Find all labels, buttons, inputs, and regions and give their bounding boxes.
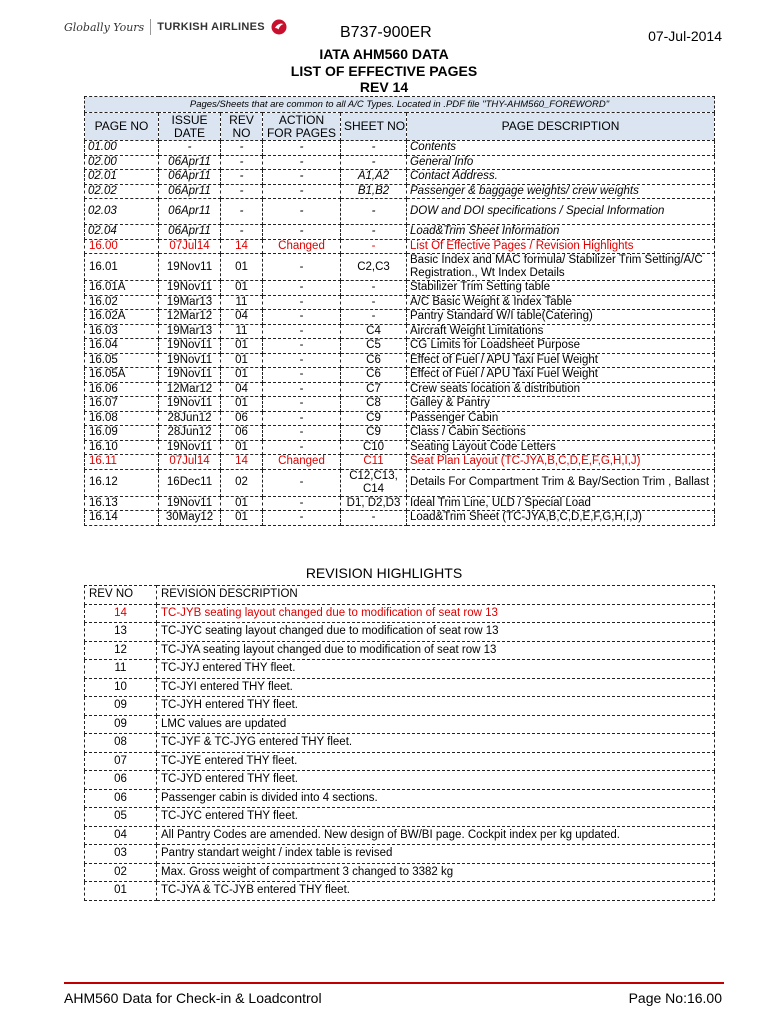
column-header: PAGE DESCRIPTION bbox=[407, 113, 715, 141]
action-cell: - bbox=[263, 411, 341, 426]
footer-title: AHM560 Data for Check-in & Loadcontrol bbox=[64, 990, 322, 1006]
sheet-no-cell: C5 bbox=[341, 339, 407, 354]
table-row bbox=[85, 863, 715, 882]
column-header: ISSUE DATE bbox=[159, 113, 221, 141]
table-row bbox=[85, 184, 715, 199]
rev-no-cell: 06 bbox=[221, 411, 263, 426]
table-row bbox=[85, 678, 715, 697]
issue-date-cell: 06Apr11 bbox=[159, 184, 221, 199]
revision-description-cell: Pantry standart weight / index table is revised bbox=[157, 845, 715, 864]
sheet-no-cell: C2,C3 bbox=[341, 254, 407, 281]
action-cell: - bbox=[263, 353, 341, 368]
action-cell: - bbox=[263, 511, 341, 526]
issue-date-cell: 12Mar12 bbox=[159, 382, 221, 397]
table-row bbox=[85, 239, 715, 254]
page-no-cell: 16.07 bbox=[85, 397, 159, 412]
turkish-airlines-logo bbox=[64, 16, 314, 38]
rev-no-cell: 14 bbox=[221, 455, 263, 470]
description-cell: Effect of Fuel / APU Taxi Fuel Weight bbox=[407, 368, 715, 383]
table-row bbox=[85, 141, 715, 156]
description-cell: Effect of Fuel / APU Taxi Fuel Weight bbox=[407, 353, 715, 368]
rev-no-cell: 08 bbox=[85, 734, 157, 753]
action-cell: - bbox=[263, 324, 341, 339]
issue-date-cell: 19Mar13 bbox=[159, 324, 221, 339]
page-no-cell: 01.00 bbox=[85, 141, 159, 156]
action-cell: - bbox=[263, 368, 341, 383]
rev-no-cell: 06 bbox=[221, 426, 263, 441]
sheet-no-cell: - bbox=[341, 141, 407, 156]
sheet-no-cell: - bbox=[341, 155, 407, 170]
revision-description-cell: TC-JYD entered THY fleet. bbox=[157, 771, 715, 790]
rev-no-cell: 01 bbox=[221, 368, 263, 383]
rev-no-cell: - bbox=[221, 199, 263, 225]
description-cell: Passenger & baggage weights/ crew weights bbox=[407, 184, 715, 199]
description-cell: Ideal Trim Line, ULD / Special Load bbox=[407, 496, 715, 511]
rev-no-cell: 12 bbox=[85, 641, 157, 660]
rev-no-cell: 01 bbox=[85, 882, 157, 901]
table-row bbox=[85, 604, 715, 623]
column-header: SHEET NO bbox=[341, 113, 407, 141]
description-cell: DOW and DOI specifications / Special Information bbox=[407, 199, 715, 225]
sheet-no-cell: C12,C13, C14 bbox=[341, 469, 407, 496]
table-row bbox=[85, 826, 715, 845]
sheet-no-cell: C8 bbox=[341, 397, 407, 412]
rev-no-cell: 07 bbox=[85, 752, 157, 771]
table-row bbox=[85, 368, 715, 383]
description-cell: Details For Compartment Trim & Bay/Section Trim , Ballast bbox=[407, 469, 715, 496]
sheet-no-cell: - bbox=[341, 310, 407, 325]
table-row bbox=[85, 324, 715, 339]
foreword-note: Pages/Sheets that are common to all A/C Types. Located in .PDF file "THY-AHM560_FOREWORD" bbox=[85, 97, 715, 113]
issue-date-cell: 19Nov11 bbox=[159, 353, 221, 368]
revision-description-cell: Passenger cabin is divided into 4 sections. bbox=[157, 789, 715, 808]
page-no-cell: 16.02 bbox=[85, 295, 159, 310]
page-no-cell: 16.10 bbox=[85, 440, 159, 455]
revision-description-cell: TC-JYH entered THY fleet. bbox=[157, 697, 715, 716]
action-cell: - bbox=[263, 382, 341, 397]
action-cell: - bbox=[263, 469, 341, 496]
rev-no-cell: 06 bbox=[85, 771, 157, 790]
issue-date-cell: 30May12 bbox=[159, 511, 221, 526]
sheet-no-cell: - bbox=[341, 199, 407, 225]
page-no-cell: 16.09 bbox=[85, 426, 159, 441]
page-no-cell: 16.05 bbox=[85, 353, 159, 368]
rev-no-cell: 01 bbox=[221, 397, 263, 412]
revision-description-cell: TC-JYE entered THY fleet. bbox=[157, 752, 715, 771]
issue-date-cell: 19Mar13 bbox=[159, 295, 221, 310]
rev-no-cell: 13 bbox=[85, 623, 157, 642]
rev-no-cell: 01 bbox=[221, 511, 263, 526]
issue-date-cell: 19Nov11 bbox=[159, 496, 221, 511]
sheet-no-cell: A1,A2 bbox=[341, 170, 407, 185]
revision-description-cell: TC-JYB seating layout changed due to modification of seat row 13 bbox=[157, 604, 715, 623]
rev-no-cell: 06 bbox=[85, 789, 157, 808]
rev-no-cell: 01 bbox=[221, 281, 263, 296]
description-cell: Load&Trim Sheet (TC-JYA,B,C,D,E,F,G,H,I,J) bbox=[407, 511, 715, 526]
sheet-no-cell: C7 bbox=[341, 382, 407, 397]
rev-no-cell: - bbox=[221, 225, 263, 240]
action-cell: - bbox=[263, 339, 341, 354]
page-no-cell: 02.04 bbox=[85, 225, 159, 240]
page-no-cell: 02.00 bbox=[85, 155, 159, 170]
rev-no-cell: 03 bbox=[85, 845, 157, 864]
rev-no-cell: 11 bbox=[85, 660, 157, 679]
rev-no-cell: 09 bbox=[85, 697, 157, 716]
sheet-no-cell: - bbox=[341, 511, 407, 526]
issue-date-cell: 16Dec11 bbox=[159, 469, 221, 496]
column-header: ACTION FOR PAGES bbox=[263, 113, 341, 141]
table-row bbox=[85, 339, 715, 354]
table-row bbox=[85, 455, 715, 470]
sheet-no-cell: - bbox=[341, 295, 407, 310]
issue-date-cell: - bbox=[159, 141, 221, 156]
description-cell: Passenger Cabin bbox=[407, 411, 715, 426]
revision-description-cell: All Pantry Codes are amended. New design of BW/BI page. Cockpit index per kg updated. bbox=[157, 826, 715, 845]
sheet-no-cell: C11 bbox=[341, 455, 407, 470]
description-cell: Seating Layout Code Letters bbox=[407, 440, 715, 455]
table-row bbox=[85, 789, 715, 808]
revision-highlights-title: REVISION HIGHLIGHTS bbox=[305, 565, 463, 581]
revision-description-cell: TC-JYA & TC-JYB entered THY fleet. bbox=[157, 882, 715, 901]
table-row bbox=[85, 281, 715, 296]
issue-date-cell: 19Nov11 bbox=[159, 440, 221, 455]
revision-description-cell: TC-JYA seating layout changed due to modification of seat row 13 bbox=[157, 641, 715, 660]
rev-no-cell: - bbox=[221, 155, 263, 170]
table-header-row bbox=[85, 113, 715, 141]
page-no-cell: 16.11 bbox=[85, 455, 159, 470]
action-cell: Changed bbox=[263, 455, 341, 470]
issue-date-cell: 19Nov11 bbox=[159, 339, 221, 354]
logo-divider bbox=[150, 19, 151, 35]
sheet-no-cell: C9 bbox=[341, 426, 407, 441]
issue-date-cell: 28Jun12 bbox=[159, 411, 221, 426]
rev-no-cell: 01 bbox=[221, 339, 263, 354]
action-cell: - bbox=[263, 141, 341, 156]
rev-no-cell: 02 bbox=[221, 469, 263, 496]
description-cell: Seat Plan Layout (TC-JYA,B,C,D,E,F,G,H,I,J) bbox=[407, 455, 715, 470]
sheet-no-cell: - bbox=[341, 225, 407, 240]
action-cell: - bbox=[263, 199, 341, 225]
rev-no-cell: 01 bbox=[221, 254, 263, 281]
page-no-cell: 16.13 bbox=[85, 496, 159, 511]
issue-date-cell: 19Nov11 bbox=[159, 368, 221, 383]
rev-no-cell: 10 bbox=[85, 678, 157, 697]
airline-emblem-icon bbox=[271, 19, 287, 35]
description-cell: Pantry Standard W/I table(Catering) bbox=[407, 310, 715, 325]
table-row bbox=[85, 426, 715, 441]
issue-date-cell: 12Mar12 bbox=[159, 310, 221, 325]
table-row bbox=[85, 882, 715, 901]
revision-description-cell: TC-JYF & TC-JYG entered THY fleet. bbox=[157, 734, 715, 753]
table-row bbox=[85, 440, 715, 455]
table-row bbox=[85, 808, 715, 827]
page-no-cell: 02.03 bbox=[85, 199, 159, 225]
sheet-no-cell: C4 bbox=[341, 324, 407, 339]
action-cell: - bbox=[263, 440, 341, 455]
rev-no-cell: 01 bbox=[221, 440, 263, 455]
table-row bbox=[85, 641, 715, 660]
action-cell: - bbox=[263, 281, 341, 296]
table-row bbox=[85, 734, 715, 753]
revision-description-cell: TC-JYI entered THY fleet. bbox=[157, 678, 715, 697]
page-no-cell: 02.01 bbox=[85, 170, 159, 185]
revision-description-cell: Max. Gross weight of compartment 3 changed to 3382 kg bbox=[157, 863, 715, 882]
table-header-row bbox=[85, 586, 715, 605]
description-cell: CG Limits for Loadsheet Purpose bbox=[407, 339, 715, 354]
footer-rule bbox=[64, 982, 724, 984]
table-row bbox=[85, 353, 715, 368]
table-row bbox=[85, 771, 715, 790]
table-row bbox=[85, 225, 715, 240]
action-cell: - bbox=[263, 170, 341, 185]
action-cell: - bbox=[263, 155, 341, 170]
table-row bbox=[85, 511, 715, 526]
page-no-cell: 16.02A bbox=[85, 310, 159, 325]
table-row bbox=[85, 697, 715, 716]
issue-date-cell: 06Apr11 bbox=[159, 170, 221, 185]
issue-date-cell: 19Nov11 bbox=[159, 254, 221, 281]
description-cell: Stabilizer Trim Setting table bbox=[407, 281, 715, 296]
revision-highlights-table bbox=[84, 585, 715, 901]
issue-date-cell: 28Jun12 bbox=[159, 426, 221, 441]
table-row bbox=[85, 170, 715, 185]
rev-no-cell: 01 bbox=[221, 353, 263, 368]
action-cell: - bbox=[263, 397, 341, 412]
rev-no-cell: 04 bbox=[221, 382, 263, 397]
table-row bbox=[85, 496, 715, 511]
page-no-cell: 16.04 bbox=[85, 339, 159, 354]
description-cell: A/C Basic Weight & Index Table bbox=[407, 295, 715, 310]
description-cell: Basic Index and MAC formula/ Stabilizer Trim Setting/A/C Registration., Wt Index Details bbox=[407, 254, 715, 281]
rev-no-cell: - bbox=[221, 141, 263, 156]
sheet-no-cell: C6 bbox=[341, 368, 407, 383]
sheet-no-cell: B1,B2 bbox=[341, 184, 407, 199]
effective-pages-table bbox=[84, 96, 715, 526]
sheet-no-cell: C9 bbox=[341, 411, 407, 426]
table-row bbox=[85, 199, 715, 225]
rev-no-cell: 11 bbox=[221, 324, 263, 339]
rev-no-cell: 14 bbox=[85, 604, 157, 623]
column-header: REV NO bbox=[221, 113, 263, 141]
rev-no-cell: 11 bbox=[221, 295, 263, 310]
rev-no-cell: 04 bbox=[221, 310, 263, 325]
page-no-cell: 16.12 bbox=[85, 469, 159, 496]
issue-date-cell: 07Jul14 bbox=[159, 239, 221, 254]
revision-description-cell: LMC values are updated bbox=[157, 715, 715, 734]
rev-no-cell: - bbox=[221, 170, 263, 185]
logo-brand-name: TURKISH AIRLINES bbox=[157, 21, 265, 33]
column-header: PAGE NO bbox=[85, 113, 159, 141]
action-cell: - bbox=[263, 225, 341, 240]
action-cell: - bbox=[263, 295, 341, 310]
page-no-cell: 16.01A bbox=[85, 281, 159, 296]
rev-no-cell: - bbox=[221, 184, 263, 199]
action-cell: - bbox=[263, 310, 341, 325]
description-cell: Contents bbox=[407, 141, 715, 156]
issue-date-cell: 06Apr11 bbox=[159, 199, 221, 225]
description-cell: Load&Trim Sheet Information bbox=[407, 225, 715, 240]
description-cell: List Of Effective Pages / Revision Highlights bbox=[407, 239, 715, 254]
page-no-cell: 16.05A bbox=[85, 368, 159, 383]
description-cell: General Info bbox=[407, 155, 715, 170]
page-no-cell: 16.06 bbox=[85, 382, 159, 397]
table-row bbox=[85, 469, 715, 496]
action-cell: - bbox=[263, 254, 341, 281]
sheet-no-cell: D1, D2,D3 bbox=[341, 496, 407, 511]
table-row bbox=[85, 715, 715, 734]
revision-description-cell: TC-JYC seating layout changed due to modification of seat row 13 bbox=[157, 623, 715, 642]
revision-description-cell: TC-JYC entered THY fleet. bbox=[157, 808, 715, 827]
table-row bbox=[85, 382, 715, 397]
description-cell: Galley & Pantry bbox=[407, 397, 715, 412]
table-row bbox=[85, 845, 715, 864]
page-no-cell: 16.01 bbox=[85, 254, 159, 281]
rev-no-cell: 04 bbox=[85, 826, 157, 845]
table-row bbox=[85, 310, 715, 325]
table-row bbox=[85, 660, 715, 679]
description-cell: Contact Address. bbox=[407, 170, 715, 185]
logo-tagline: Globally Yours bbox=[64, 20, 145, 34]
rev-no-cell: 02 bbox=[85, 863, 157, 882]
table-row bbox=[85, 623, 715, 642]
document-date: 07-Jul-2014 bbox=[648, 28, 722, 44]
page-no-cell: 16.14 bbox=[85, 511, 159, 526]
issue-date-cell: 06Apr11 bbox=[159, 155, 221, 170]
page-no-cell: 02.02 bbox=[85, 184, 159, 199]
action-cell: - bbox=[263, 496, 341, 511]
page-no-cell: 16.00 bbox=[85, 239, 159, 254]
footer-page-number: Page No:16.00 bbox=[628, 990, 722, 1006]
sheet-no-cell: - bbox=[341, 239, 407, 254]
document-revision: REV 14 bbox=[359, 79, 409, 95]
description-cell: Aircraft Weight Limitations bbox=[407, 324, 715, 339]
sheet-no-cell: C10 bbox=[341, 440, 407, 455]
document-title-line-1: IATA AHM560 DATA bbox=[319, 46, 449, 62]
issue-date-cell: 07Jul14 bbox=[159, 455, 221, 470]
action-cell: Changed bbox=[263, 239, 341, 254]
action-cell: - bbox=[263, 426, 341, 441]
description-cell: Class / Cabin Sections bbox=[407, 426, 715, 441]
page-no-cell: 16.08 bbox=[85, 411, 159, 426]
rev-no-cell: 05 bbox=[85, 808, 157, 827]
rev-no-cell: 09 bbox=[85, 715, 157, 734]
rev-no-cell: 14 bbox=[221, 239, 263, 254]
aircraft-type: B737-900ER bbox=[340, 24, 432, 41]
column-header: REV NO bbox=[85, 586, 157, 605]
issue-date-cell: 19Nov11 bbox=[159, 397, 221, 412]
table-row bbox=[85, 752, 715, 771]
document-title-line-2: LIST OF EFFECTIVE PAGES bbox=[290, 63, 478, 79]
description-cell: Crew seats location & distribution bbox=[407, 382, 715, 397]
column-header: REVISION DESCRIPTION bbox=[157, 586, 715, 605]
sheet-no-cell: C6 bbox=[341, 353, 407, 368]
issue-date-cell: 06Apr11 bbox=[159, 225, 221, 240]
rev-no-cell: 01 bbox=[221, 496, 263, 511]
table-row bbox=[85, 295, 715, 310]
sheet-no-cell: - bbox=[341, 281, 407, 296]
table-row bbox=[85, 397, 715, 412]
issue-date-cell: 19Nov11 bbox=[159, 281, 221, 296]
page-no-cell: 16.03 bbox=[85, 324, 159, 339]
action-cell: - bbox=[263, 184, 341, 199]
table-row bbox=[85, 155, 715, 170]
table-row bbox=[85, 254, 715, 281]
table-row bbox=[85, 411, 715, 426]
revision-description-cell: TC-JYJ entered THY fleet. bbox=[157, 660, 715, 679]
